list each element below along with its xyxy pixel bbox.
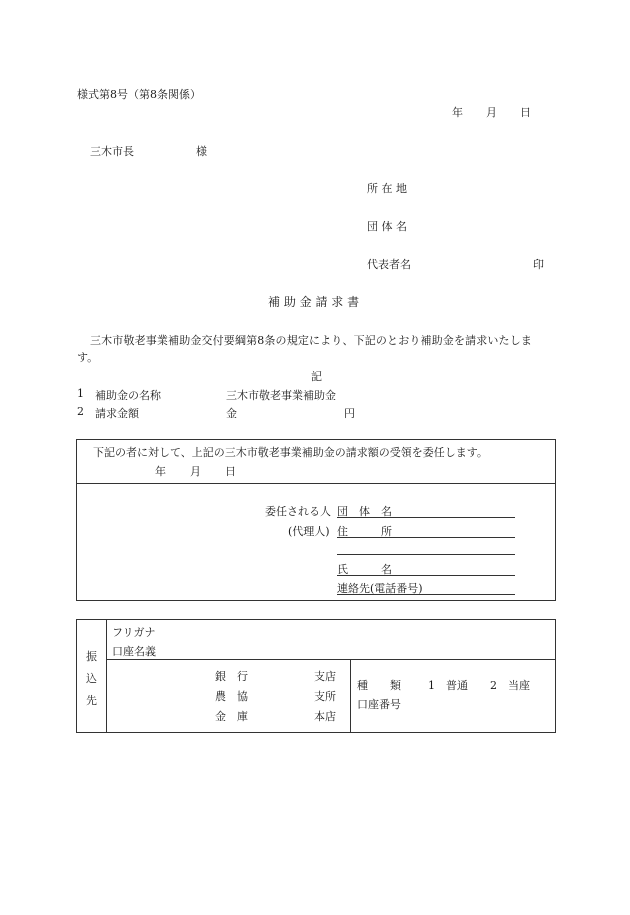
bank-side-divider bbox=[106, 619, 107, 733]
body-line-1: 三木市敬老事業補助金交付要綱第8条の規定により、下記のとおり補助金を請求いたしま bbox=[90, 334, 532, 347]
delegation-divider bbox=[76, 483, 556, 484]
addressee-name: 三木市長 bbox=[90, 145, 134, 158]
agent-group-label: 団 体 名 bbox=[337, 505, 392, 518]
delegation-text: 下記の者に対して、上記の三木市敬老事業補助金の請求額の受領を委任します。 bbox=[93, 446, 488, 459]
branch-shiten: 支店 bbox=[314, 670, 336, 683]
delegation-day: 日 bbox=[225, 465, 236, 478]
item-1-value: 三木市敬老事業補助金 bbox=[226, 389, 336, 402]
item-1-label: 補助金の名称 bbox=[95, 389, 161, 402]
agent-contact-line bbox=[337, 594, 515, 595]
form-number: 様式第8号（第8条関係） bbox=[77, 88, 201, 101]
branch-shisho: 支所 bbox=[314, 690, 336, 703]
body-line-2: す。 bbox=[77, 351, 99, 364]
furigana-label: フリガナ bbox=[112, 626, 156, 639]
ki-heading: 記 bbox=[311, 370, 322, 383]
bank-col-divider bbox=[350, 659, 351, 733]
agent-name-line bbox=[337, 575, 515, 576]
agent-address-line bbox=[337, 537, 515, 538]
item-2-unit: 円 bbox=[344, 407, 355, 420]
delegation-year: 年 bbox=[155, 465, 166, 478]
item-2-value: 金 bbox=[226, 407, 237, 420]
account-type-options: 1 普通 2 当座 bbox=[428, 679, 530, 692]
bank-side-char-3: 先 bbox=[86, 694, 97, 707]
institution-bank: 銀 行 bbox=[215, 670, 248, 683]
institution-noukyo: 農 協 bbox=[215, 690, 248, 703]
applicant-group-label: 団 体 名 bbox=[367, 220, 407, 233]
item-1-number: 1 bbox=[77, 387, 84, 400]
account-holder-label: 口座名義 bbox=[112, 645, 156, 658]
institution-kinko: 金 庫 bbox=[215, 710, 248, 723]
date-year: 年 bbox=[452, 106, 463, 119]
addressee-honorific: 様 bbox=[196, 145, 207, 158]
branch-honten: 本店 bbox=[314, 710, 336, 723]
agent-address-label: 住 所 bbox=[337, 525, 392, 538]
bank-row-divider bbox=[106, 659, 556, 660]
seal-mark: 印 bbox=[533, 258, 544, 271]
delegation-month: 月 bbox=[190, 465, 201, 478]
applicant-address-label: 所 在 地 bbox=[367, 182, 407, 195]
delegation-box bbox=[76, 439, 556, 601]
applicant-rep-label: 代表者名 bbox=[367, 258, 411, 271]
bank-side-char-1: 振 bbox=[86, 650, 97, 663]
document-title: 補 助 金 請 求 書 bbox=[268, 295, 360, 309]
agent-name-label: 氏 名 bbox=[337, 563, 392, 576]
agent-label: 委任される人 bbox=[265, 505, 331, 518]
agent-contact-label: 連絡先(電話番号) bbox=[337, 582, 423, 595]
item-2-label: 請求金額 bbox=[95, 407, 139, 420]
agent-paren: (代理人) bbox=[288, 525, 330, 538]
account-number-label: 口座番号 bbox=[357, 698, 401, 711]
account-type-label: 種 類 bbox=[357, 679, 401, 692]
date-day: 日 bbox=[520, 106, 531, 119]
agent-address-line-2 bbox=[337, 554, 515, 555]
date-month: 月 bbox=[486, 106, 497, 119]
item-2-number: 2 bbox=[77, 405, 84, 418]
bank-side-char-2: 込 bbox=[86, 672, 97, 685]
agent-group-line bbox=[337, 517, 515, 518]
